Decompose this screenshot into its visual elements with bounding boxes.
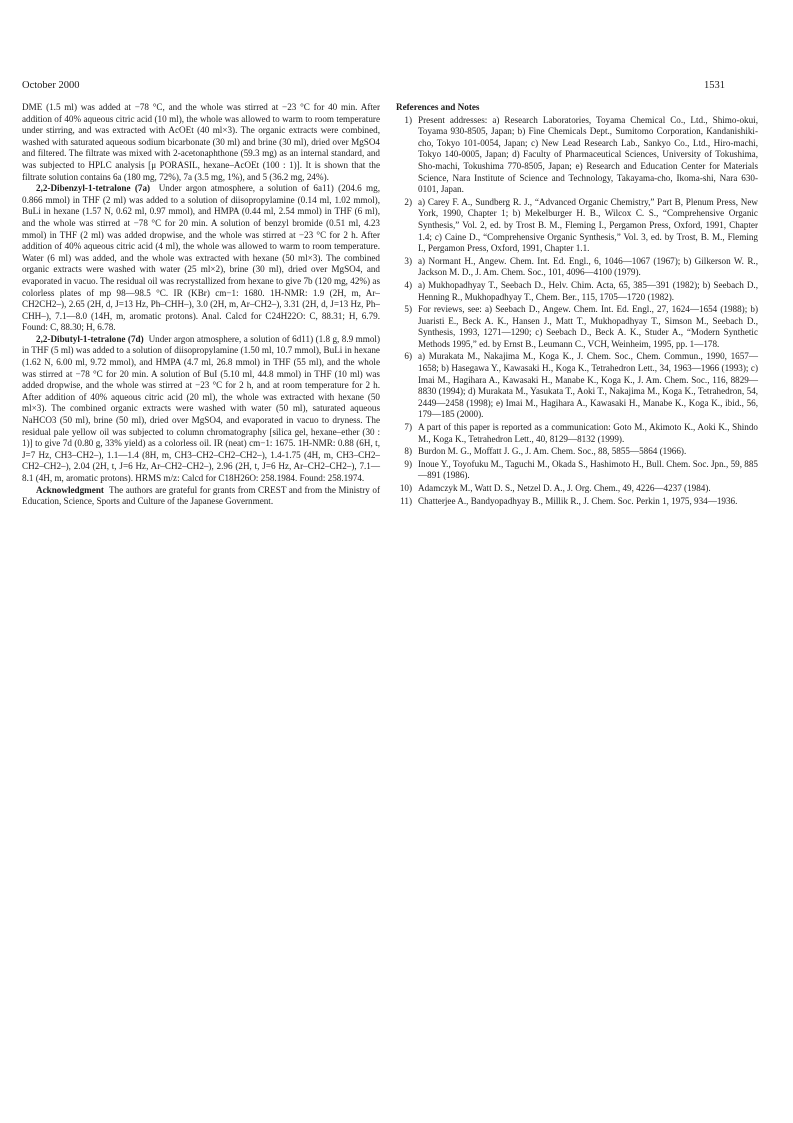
reference-item <box>396 422 758 445</box>
reference-text: Burdon M. G., Moffatt J. G., J. Am. Chem. Soc., 88, 5855—5864 (1966). <box>418 446 687 457</box>
reference-item <box>396 280 758 303</box>
reference-text: a) Mukhopadhyay T., Seebach D., Helv. Chim. Acta, 65, 385—391 (1982); b) Seebach D., Henning R., Mukhopadhyay T., Chem. Ber., 115, 1705—1720 (1982). <box>418 279 758 302</box>
reference-text: a) Normant H., Angew. Chem. Int. Ed. Engl., 6, 1046—1067 (1967); b) Gilkerson W. R., Jackson M. D., J. Am. Chem. Soc., 101, 4096—4100 (1979). <box>418 255 758 278</box>
reference-item <box>396 197 758 255</box>
reference-item <box>396 115 758 196</box>
reference-number: 7) <box>404 422 412 433</box>
acknowledgment-heading: Acknowledgment <box>36 484 104 495</box>
reference-text: Inoue Y., Toyofuku M., Taguchi M., Okada S., Hashimoto H., Bull. Chem. Soc. Jpn., 59, 885—891 (1986). <box>418 458 758 481</box>
reference-item <box>396 446 758 458</box>
reference-text: Present addresses: a) Research Laboratories, Toyama Chemical Co., Ltd., Shimo-okui, Toyama 930-8505, Japan; b) Fine Chemicals Dept., Sumitomo Corporation, Kandanishiki-cho, Tokyo 101-0054, Japan; c) New Lead Research Lab., Sankyo Co., Ltd., Hiro-machi, Tokyo 140-0005, Japan; d) Faculty of Pharmaceutical Sciences, University of Tokushima, Sho-machi, Tokushima 770-8505, Japan; e) Research and Education Center for Materials Science, Nara Institute of Science and Technology, Takayama-cho, Ikoma-shi, Nara 630-0101, Japan. <box>418 114 758 195</box>
procedure-7d: Under argon atmosphere, a solution of 6d11) (1.8 g, 8.9 mmol) in THF (5 ml) was added to a solution of diisopropylamine (1.50 ml, 10.7 mmol), BuLi in hexane (1.62 N, 6.00 ml, 9.72 mmol), and HMPA (4.7 ml, 26.8 mmol) in THF (55 ml), and the whole was stirred at −78 °C for 20 min. A solution of BuI (5.10 ml, 44.8 mmol) in THF (10 ml) was added dropwise, and the whole was stirred at −23 °C for 2 h, and at room temperature for 2 h. After addition of 40% aqueous citric acid (20 ml), the whole was extracted with hexane (50 ml×3). The combined organic extracts were washed with water (50 ml), saturated aqueous NaHCO3 (50 ml), brine (50 ml), dried over MgSO4, and evaporated in vacuo to dryness. The residual pale yellow oil was subjected to column chromatography [silica gel, hexane–ether (30 : 1)] to give 7d (0.80 g, 33% yield) as a colorless oil. IR (neat) cm−1: 1675. 1H-NMR: 0.88 (6H, t, J=7 Hz, CH3–CH2–), 1.1—1.4 (8H, m, CH3–CH2–CH2–CH2–), 1.4-1.75 (4H, m, CH3–CH2–CH2–CH2–), 2.04 (2H, t, J=6 Hz, Ar–CH2–CH2–), 2.96 (2H, t, J=6 Hz, Ar–CH2–CH2–), 7.1—8.1 (4H, m, aromatic protons). HRMS m/z: Calcd for C18H26O: 258.1984. Found: 258.1974. <box>22 333 380 483</box>
experimental-paragraph: DME (1.5 ml) was added at −78 °C, and the whole was stirred at −23 °C for 40 min. After addition of 40% aqueous citric acid (10 ml), the whole was allowed to warm to room temperature under stirring, and was extracted with AcOEt (40 ml×3). The organic extracts were combined, washed with saturated aqueous sodium bicarbonate (30 ml) and brine (30 ml), dried over MgSO4 and filtered. The filtrate was mixed with 2-acetonaphthone (59.3 mg) as an internal standard, and was subjected to HPLC analysis [μ PORASIL, hexane–AcOEt (100 : 1)]. It is shown that the filtrate solution contains 6a (180 mg, 72%), 7a (3.5 mg, 1%), and 5 (36.2 mg, 24%). <box>22 102 380 182</box>
reference-text: For reviews, see: a) Seebach D., Angew. Chem. Int. Ed. Engl., 27, 1624—1654 (1988); b) Juaristi E., Beck A. K., Hansen J., Matt T., Mukhopadhyay T., Simson M., Seebach D., Synthesis, 1993, 1271—1290; c) Seebach D., Beck A. K., Studer A., “Modern Synthetic Methods 1995,” ed. by Ernst B., Leumann C., VCH, Weinheim, 1995, pp. 1—178. <box>418 304 758 349</box>
reference-number: 6) <box>404 351 412 362</box>
reference-number: 3) <box>404 255 412 266</box>
experimental-7a <box>22 183 380 334</box>
procedure-7a: Under argon atmosphere, a solution of 6a11) (204.6 mg, 0.866 mmol) in THF (2 ml) was added to a solution of diisopropylamine (0.14 ml, 1.02 mmol), BuLi in hexane (1.57 N, 0.62 ml, 0.97 mmol), and HMPA (0.44 ml, 2.54 mmol) in THF (6 ml), and the whole was stirred at −78 °C for 20 min. A solution of benzyl bromide (0.51 ml, 4.23 mmol) in THF (2 ml) was added dropwise, and the whole was stirred at −23 °C for 2 h. After addition of 40% aqueous citric acid (4 ml), the whole was allowed to warm to room temperature. Water (6 ml) was added, and the whole was extracted with hexane (50 ml×3). The combined organic extracts were washed with water (25 ml×2), brine (30 ml), dried over MgSO4, and evaporated in vacuo. The residual oil was recrystallized from hexane to give 7b (120 mg, 42%) as colorless plates of mp 98—98.5 °C. IR (KBr) cm−1: 1680. 1H-NMR: 1.9 (2H, m, Ar–CH2CH2–), 2.65 (2H, d, J=13 Hz, Ph–CHH–), 3.0 (2H, m, Ar–CH2–), 3.31 (2H, d, J=13 Hz, Ph–CHH–), 7.1—8.0 (14H, m, aromatic protons). Anal. Calcd for C24H22O: C, 88.31; H, 6.79. Found: C, 88.30; H, 6.78. <box>22 183 380 333</box>
compound-heading-7a: 2,2-Dibenzyl-1-tetralone (7a) <box>36 183 151 194</box>
reference-number: 8) <box>404 446 412 457</box>
reference-text: a) Carey F. A., Sundberg R. J., “Advanced Organic Chemistry,” Part B, Plenum Press, New York, 1990, Chapter 1; b) Mekelburger H. B., Wilcox C. S., “Comprehensive Organic Synthesis,” Vol. 2, ed. by Trost B. M., Fleming I., Pergamon Press, Oxford, 1991, Chapter 1.4; c) Caine D., “Comprehensive Organic Synthesis,” Vol. 3, ed. by Trost, B. M., Fleming I., Pergamon Press, Oxford, 1991, Chapter 1.1. <box>418 196 758 254</box>
references-title: References and Notes <box>396 102 480 112</box>
reference-text: Adamczyk M., Watt D. S., Netzel D. A., J. Org. Chem., 49, 4226—4237 (1984). <box>418 483 711 493</box>
reference-text: a) Murakata M., Nakajima M., Koga K., J. Chem. Soc., Chem. Commun., 1990, 1657—1658; b) Hasegawa Y., Kawasaki H., Koga K., Tetrahedron Lett., 34, 1963—1966 (1993); c) Imai M., Hagihara A., Kawasaki H., Manabe K., Koga K., J. Am. Chem. Soc., 116, 8829—8830 (1994); d) Murakata M., Yasukata T., Aoki T., Nakajima M., Koga K., Tetrahedron, 54, 2449—2458 (1998); e) Imai M., Hagihara A., Kawasaki H., Manabe K., Koga K., ibid., 56, 179—185 (2000). <box>418 351 758 420</box>
references-column <box>396 102 758 508</box>
reference-item <box>396 351 758 421</box>
reference-item <box>396 459 758 482</box>
reference-number: 11) <box>400 495 412 506</box>
reference-number: 9) <box>404 458 412 469</box>
reference-number: 4) <box>404 279 412 290</box>
running-header-date: October 2000 <box>22 80 80 91</box>
compound-heading-7d: 2,2-Dibutyl-1-tetralone (7d) <box>36 333 144 344</box>
reference-number: 1) <box>404 114 412 125</box>
acknowledgment <box>22 485 380 508</box>
reference-item <box>396 304 758 350</box>
reference-item <box>396 496 758 508</box>
reference-number: 10) <box>399 483 412 493</box>
reference-number: 2) <box>404 196 412 207</box>
reference-item <box>396 483 758 495</box>
acknowledgment-text: The authors are grateful for grants from CREST and from the Ministry of Education, Science, Sports and Culture of the Japanese Government. <box>22 484 380 507</box>
reference-text: Chatterjee A., Bandyopadhyay B., Millik R., J. Chem. Soc. Perkin 1, 1975, 934—1936. <box>418 495 738 506</box>
left-column <box>22 102 380 508</box>
reference-number: 5) <box>404 304 412 315</box>
experimental-7d <box>22 334 380 485</box>
reference-item <box>396 256 758 279</box>
page-number: 1531 <box>704 80 725 91</box>
reference-text: A part of this paper is reported as a communication: Goto M., Akimoto K., Aoki K., Shindo M., Koga K., Tetrahedron Lett., 40, 8129—8132 (1999). <box>418 422 758 444</box>
